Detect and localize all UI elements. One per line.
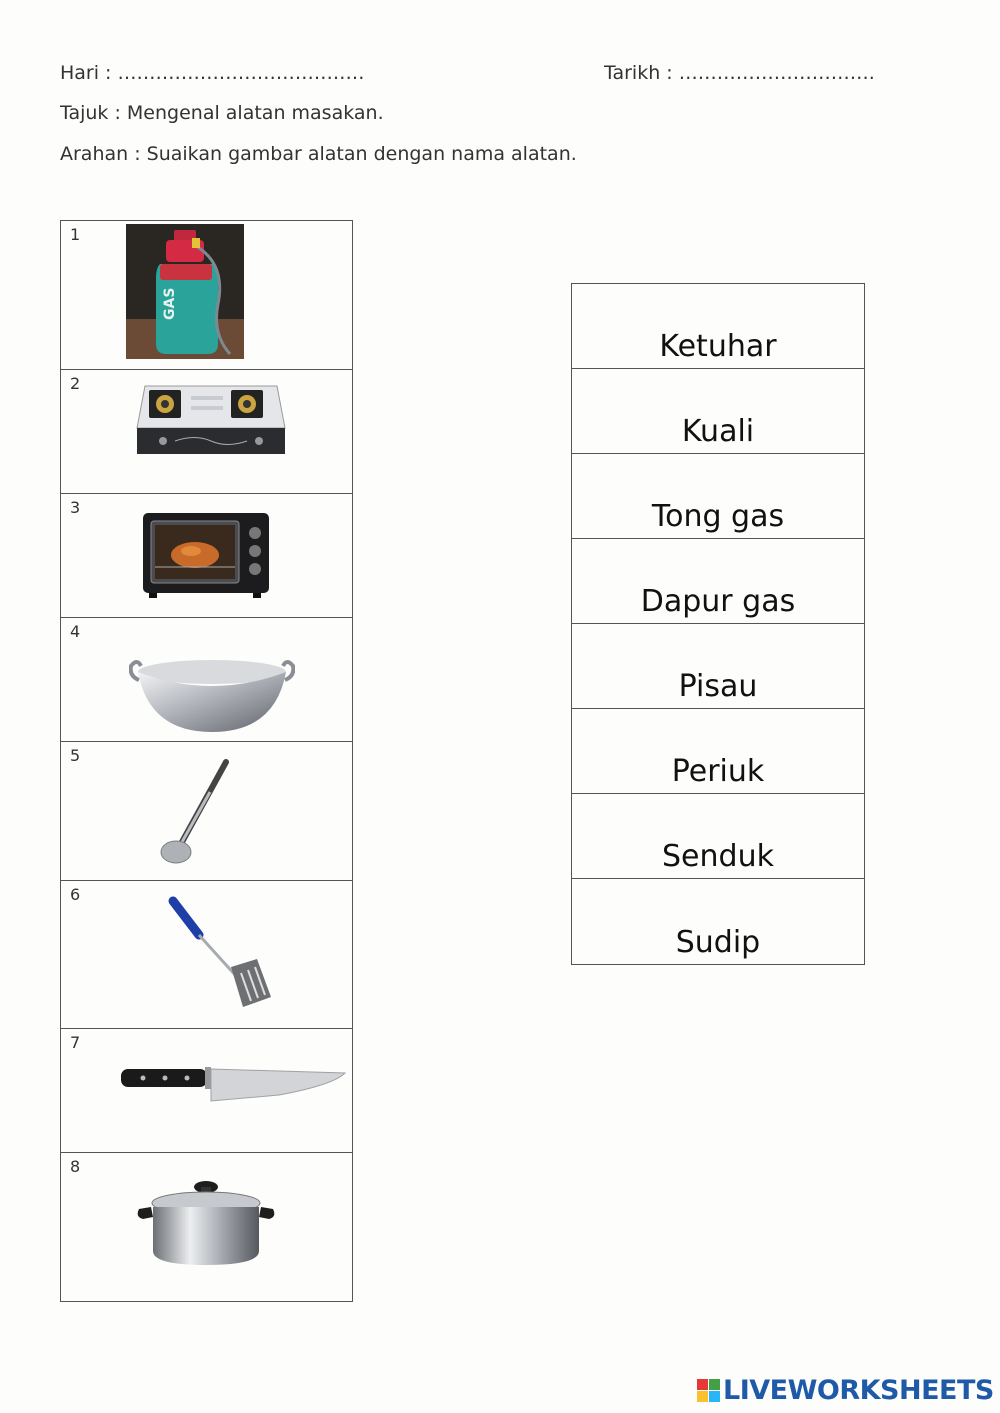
picture-number: 3 bbox=[70, 498, 81, 517]
picture-row-7[interactable] bbox=[61, 1029, 352, 1153]
picture-row-6[interactable] bbox=[61, 881, 352, 1029]
word-tong-gas[interactable]: Tong gas bbox=[572, 454, 864, 539]
picture-row-2[interactable] bbox=[61, 370, 352, 494]
word-ketuhar[interactable]: Ketuhar bbox=[572, 284, 864, 369]
word-sudip[interactable]: Sudip bbox=[675, 925, 761, 960]
picture-number: 1 bbox=[70, 225, 81, 244]
arahan-instructions: Arahan : Suaikan gambar alatan dengan nama alatan. bbox=[60, 143, 577, 165]
knife-icon bbox=[119, 1063, 349, 1109]
word-table bbox=[571, 283, 865, 965]
tarikh-field: Tarikh : …………………………. bbox=[604, 62, 875, 84]
word-pisau[interactable]: Pisau bbox=[572, 624, 864, 709]
svg-text:GAS: GAS bbox=[162, 287, 178, 320]
picture-number: 2 bbox=[70, 374, 81, 393]
picture-row-3[interactable] bbox=[61, 494, 352, 618]
picture-row-4[interactable] bbox=[61, 618, 352, 742]
logo-text: LIVEWORKSHEETS bbox=[723, 1375, 994, 1406]
oven-icon bbox=[141, 511, 271, 599]
picture-number: 6 bbox=[70, 885, 81, 904]
ladle-icon bbox=[156, 756, 236, 868]
tajuk-title: Tajuk : Mengenal alatan masakan. bbox=[60, 102, 384, 124]
gas-stove-icon bbox=[135, 384, 287, 460]
picture-number: 8 bbox=[70, 1157, 81, 1176]
word-dapur-gas[interactable]: Dapur gas bbox=[572, 539, 864, 624]
pot-icon bbox=[135, 1179, 277, 1269]
picture-table bbox=[60, 220, 353, 1302]
word-senduk[interactable]: Senduk bbox=[572, 794, 864, 879]
picture-number: 5 bbox=[70, 746, 81, 765]
spatula-icon bbox=[161, 893, 273, 1013]
picture-row-8[interactable] bbox=[61, 1153, 352, 1301]
wok-icon bbox=[129, 658, 295, 736]
picture-number: 4 bbox=[70, 622, 81, 641]
word-periuk[interactable]: Periuk bbox=[572, 709, 864, 794]
word-kuali[interactable]: Kuali bbox=[572, 369, 864, 454]
liveworksheets-logo[interactable] bbox=[697, 1375, 994, 1406]
hari-field: Hari : ………………………………… bbox=[60, 62, 365, 84]
logo-mark-icon bbox=[697, 1379, 720, 1402]
gas-cylinder-icon bbox=[126, 224, 244, 359]
picture-row-1[interactable] bbox=[61, 221, 352, 370]
picture-number: 7 bbox=[70, 1033, 81, 1052]
picture-row-5[interactable] bbox=[61, 742, 352, 881]
